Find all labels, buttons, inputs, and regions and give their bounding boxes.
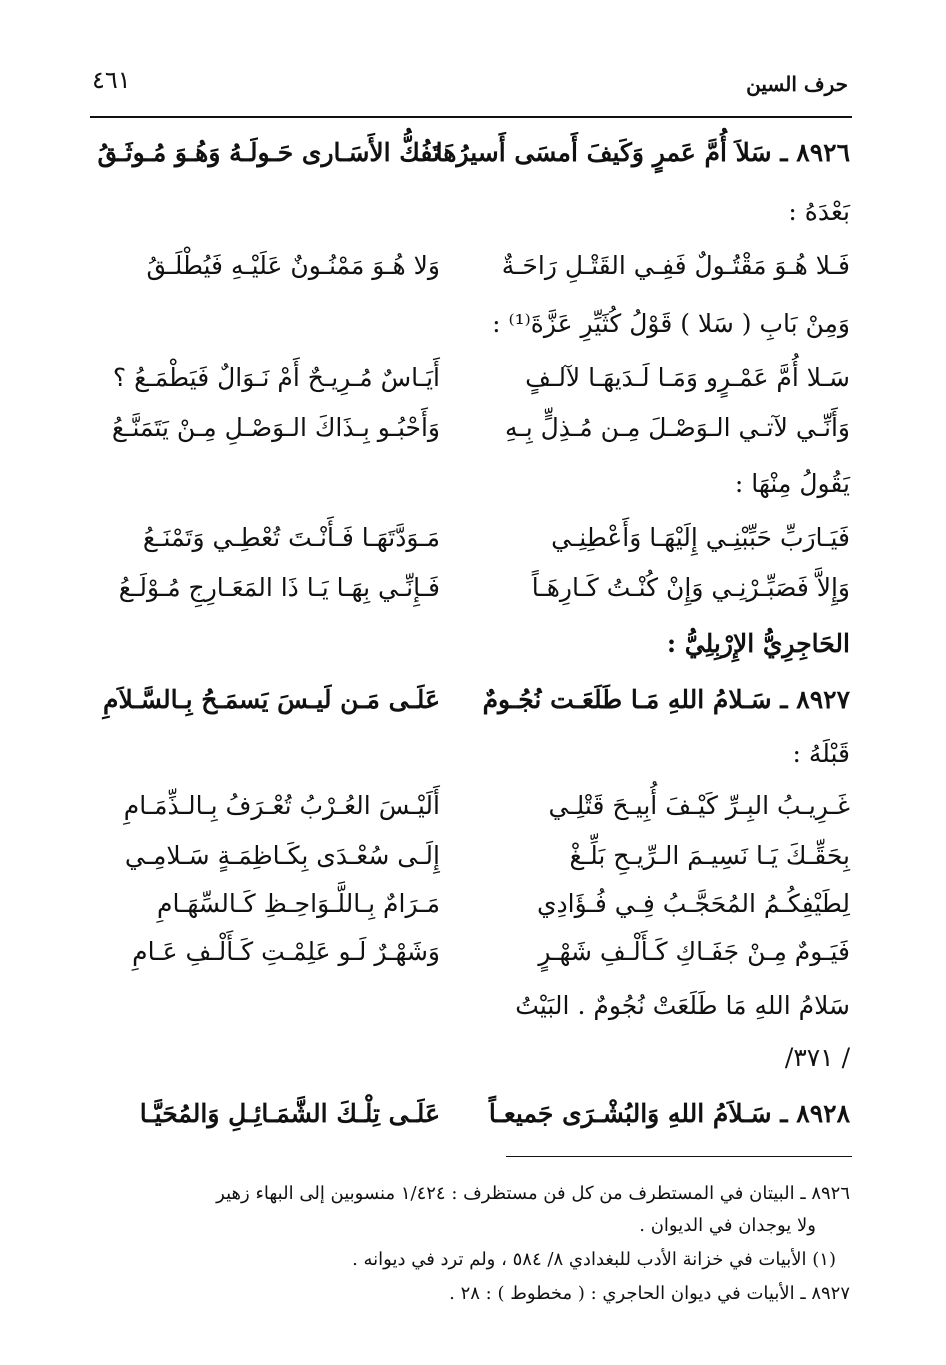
verse-line-second-hemistich: مَـوَدَّتَهَـا فَـأَنْـتَ تُعْطِـي وَتَمْنَـعُ bbox=[142, 523, 440, 552]
verse-line-second-hemistich: وَشَهْـرٌ لَـو عَلِمْـتِ كَـأَلْـفِ عَـامِ bbox=[132, 937, 440, 966]
chapter-title: حرف السين bbox=[746, 72, 848, 96]
prose-line: قَبْلَهُ : bbox=[792, 739, 850, 768]
verse-8926-second-hemistich: تَفُكُّ الأَسَـارى حَـولَـهُ وَهُـوَ مُـوثَـقُ bbox=[97, 138, 440, 167]
verse-8927-second-hemistich: عَلَـى مَـن لَيـسَ يَسمَـحُ بِـالسَّـلاَمِ bbox=[103, 685, 440, 714]
verse-line-second-hemistich: أَيَـاسٌ مُـرِيـحٌ أَمْ نَـوَالٌ فَيَطْمَـعُ ؟ bbox=[112, 363, 440, 392]
verse-8928-first-hemistich: ٨٩٢٨ ـ سَـلاَمُ اللهِ وَالبُشْـرَى جَميعـاً bbox=[488, 1099, 850, 1128]
verse-line-second-hemistich: فَـإِنِّـي بِهَـا يَـا ذَا المَعَـارِجِ مُـوْلَـعُ bbox=[118, 573, 440, 602]
verse-line-first-hemistich: غَـرِيـبُ البِـرِّ كَيْـفَ أُبِيـحَ قَتْلِـي bbox=[548, 791, 850, 820]
verse-line-first-hemistich: فَـلا هُـوَ مَقْتُـولٌ فَفِـي القَتْـلِ رَاحَـةٌ bbox=[501, 251, 850, 280]
footnote-8926-continued: ولا يوجدان في الديوان . bbox=[639, 1215, 816, 1236]
verse-line-first-hemistich: وَأَنِّـي لآتـي الـوَصْـلَ مِـن مُـذِلٍّ بِـهِ bbox=[505, 413, 850, 442]
prose-line: سَلامُ اللهِ مَا طَلَعَتْ نُجُومٌ . البَيْتُ bbox=[515, 991, 850, 1020]
verse-8927-first-hemistich: ٨٩٢٧ ـ سَـلامُ اللهِ مَـا طَلَعَـت نُجُـومٌ bbox=[482, 685, 850, 714]
manuscript-folio-marker: / ٣٧١/ bbox=[784, 1043, 850, 1072]
verse-line-first-hemistich: فَيَـارَبِّ حَبِّبْنِـي إِلَيْهَـا وَأَعْطِنِـي bbox=[551, 523, 850, 552]
page-number: ٤٦١ bbox=[92, 66, 131, 94]
verse-line-first-hemistich: فَيَـومٌ مِـنْ جَفَـاكِ كَـأَلْـفِ شَهْـرٍ bbox=[538, 937, 850, 966]
prose-line: وَمِنْ بَابِ ( سَلا ) قَوْلُ كُثَيِّرِ عَزَّةَ⁽¹⁾ : bbox=[492, 309, 850, 338]
footnote-1: (١) الأبيات في خزانة الأدب للبغدادي ٨/ ٥٨٤ ، ولم ترد في ديوانه . bbox=[352, 1249, 836, 1270]
verse-line-second-hemistich: أَلَيْـسَ العُـرْبُ تُعْـرَفُ بِـالـذِّمَـامِ bbox=[123, 791, 440, 820]
footnote-8927: ٨٩٢٧ ـ الأبيات في ديوان الحاجري : ( مخطوط ) : ٢٨ . bbox=[449, 1283, 850, 1304]
prose-line: بَعْدَهُ : bbox=[788, 197, 850, 226]
footnote-rule bbox=[506, 1156, 852, 1157]
verse-8928-second-hemistich: عَلَـى تِلْـكَ الشَّمَـائِـلِ وَالمُحَيَّـا bbox=[139, 1099, 440, 1128]
verse-line-first-hemistich: لِطَيْفِكُـمُ المُحَجَّـبُ فِـي فُـؤَادِي bbox=[536, 889, 850, 918]
verse-line-second-hemistich: وَلا هُـوَ مَمْنُـونٌ عَلَيْـهِ فَيُطْلَـقُ bbox=[146, 251, 440, 280]
poet-name: الحَاجِرِيُّ الإِرْبِلِيُّ : bbox=[666, 629, 850, 658]
verse-line-first-hemistich: بِحَقِّـكَ يَـا نَسِيـمَ الـرِّيـحِ بَلِّـغْ bbox=[569, 841, 850, 870]
verse-line-second-hemistich: وَأَحْبُـو بِـذَاكَ الـوَصْـلِ مِـنْ يَتَمَنَّـعُ bbox=[111, 413, 440, 442]
header-rule bbox=[90, 116, 852, 118]
verse-line-first-hemistich: سَـلا أُمَّ عَمْـرٍو وَمَـا لَـدَيهَـا لآلـفٍ bbox=[525, 363, 850, 392]
footnote-8926: ٨٩٢٦ ـ البيتان في المستطرف من كل فن مستظرف : ١/٤٢٤ منسوبين إلى البهاء زهير bbox=[216, 1183, 850, 1204]
verse-8926-first-hemistich: ٨٩٢٦ ـ سَلاَ أُمَّ عَمرٍ وَكَيفَ أَمسَى أَسيرُهَا bbox=[435, 138, 850, 167]
prose-line: يَقُولُ مِنْهَا : bbox=[734, 469, 850, 498]
verse-line-first-hemistich: وَإِلاَّ فَصَبِّـرْنِـي وَإِنْ كُنْـتُ كَـارِهَـاً bbox=[531, 573, 850, 602]
verse-line-second-hemistich: مَـرَامٌ بِـاللَّـوَاحِـظِ كَـالسِّهَـامِ bbox=[156, 889, 440, 918]
verse-line-second-hemistich: إِلَـى سُعْـدَى بِكَـاظِمَـةٍ سَـلامِـي bbox=[124, 841, 440, 870]
